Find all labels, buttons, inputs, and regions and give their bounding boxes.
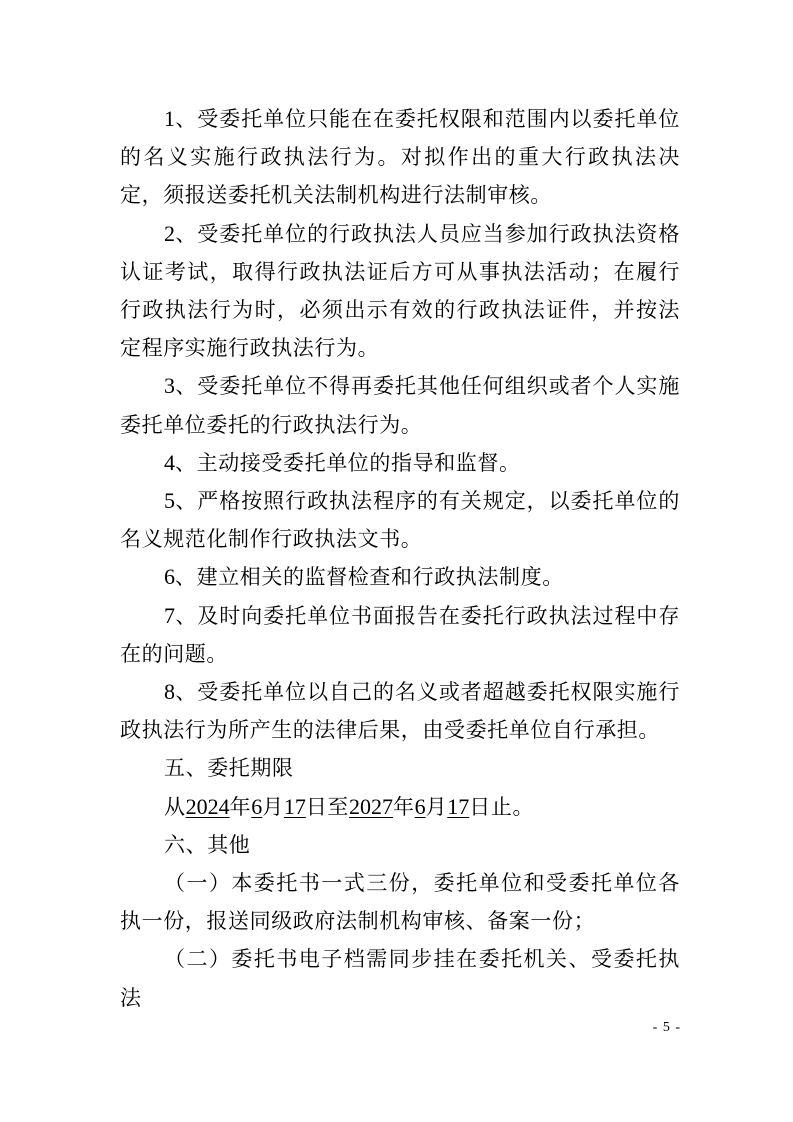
clause-number: 7 — [164, 602, 175, 628]
clause-text: 、严格按照行政执法程序的有关规定，以委托单位的名义规范化制作行政执法文书。 — [120, 489, 680, 552]
section-heading-term: 五、委托期限 — [164, 756, 294, 781]
period-prefix: 从 — [164, 794, 186, 819]
clause-number: 1 — [164, 106, 175, 131]
end-month: 6 — [414, 793, 426, 819]
start-year: 2024 — [185, 793, 230, 819]
month-char: 月 — [262, 794, 284, 819]
clause-1 — [120, 100, 680, 215]
term-period — [120, 788, 680, 826]
start-month: 6 — [251, 793, 263, 819]
clause-number: 8 — [164, 679, 175, 705]
clause-8 — [120, 673, 680, 749]
clause-text: 、及时向委托单位书面报告在委托行政执法过程中存在的问题。 — [120, 603, 680, 666]
clause-number: 3 — [164, 373, 175, 399]
clause-text: 、建立相关的监督检查和行政执法制度。 — [175, 565, 564, 590]
clause-5 — [120, 482, 680, 558]
end-day: 17 — [447, 793, 470, 819]
clause-6 — [120, 558, 680, 596]
start-day: 17 — [283, 793, 306, 819]
clause-text: 、主动接受委托单位的指导和监督。 — [175, 450, 521, 475]
clause-2 — [120, 215, 680, 368]
clause-number: 5 — [164, 488, 175, 514]
clause-number: 2 — [164, 220, 175, 246]
section-heading-other: 六、其他 — [164, 832, 251, 857]
document-body — [120, 100, 680, 1017]
month-char: 月 — [425, 794, 448, 819]
clause-text: 、受委托单位以自己的名义或者超越委托权限实施行政执法行为所产生的法律后果，由受委托单位自行承担。 — [120, 680, 680, 743]
page-number: - 5 - — [652, 1020, 681, 1035]
other-item-1: （一）本委托书一式三份，委托单位和受委托单位各执一份，报送同级政府法制机构审核、备案一份； — [120, 871, 680, 934]
clause-number: 6 — [164, 564, 175, 590]
other-item-2: （二）委托书电子档需同步挂在委托机关、受委托执法 — [120, 947, 680, 1010]
clause-7 — [120, 597, 680, 673]
year-char: 年 — [393, 794, 415, 819]
period-suffix: 日止。 — [469, 794, 535, 819]
end-year: 2027 — [349, 793, 394, 819]
clause-text: 、受委托单位的行政执法人员应当参加行政执法资格认证考试，取得行政执法证后方可从事执法活动；在履行行政执法行为时，必须出示有效的行政执法证件，并按法定程序实施行政执法行为。 — [120, 221, 680, 361]
clause-text: 、受委托单位不得再委托其他任何组织或者个人实施委托单位委托的行政执法行为。 — [120, 374, 680, 437]
clause-3 — [120, 367, 680, 443]
year-char: 年 — [229, 794, 252, 819]
clause-4 — [120, 444, 680, 482]
period-to: 日至 — [305, 794, 350, 819]
clause-number: 4 — [164, 449, 175, 475]
clause-text: 、受委托单位只能在在委托权限和范围内以委托单位的名义实施行政执法行为。对拟作出的重大行政执法决定，须报送委托机关法制机构进行法制审核。 — [120, 107, 680, 208]
